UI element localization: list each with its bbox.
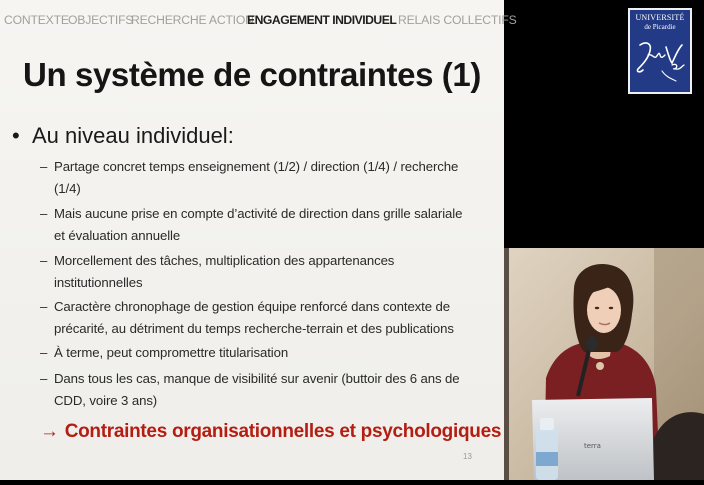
dash-marker: – xyxy=(40,299,48,314)
bullet-dot: • xyxy=(12,123,20,148)
sub-bullet-line: précarité, au détriment du temps recherche-terrain et des publications xyxy=(54,321,454,336)
microphone-head xyxy=(586,336,598,352)
conclusion-text: Contraintes organisationnelles et psychologiques xyxy=(64,421,502,442)
speaker-camera-feed xyxy=(504,248,704,480)
slide-title: Un système de contraintes (1) xyxy=(23,56,481,93)
nav-item-recherche-action: RECHERCHE ACTION xyxy=(131,13,254,27)
sub-bullet-line: CDD, voire 3 ans) xyxy=(54,393,158,408)
nav-item-contexte: CONTEXTE xyxy=(4,13,69,27)
dash-marker: – xyxy=(40,345,48,360)
university-logo xyxy=(628,8,692,94)
left-edge-shadow xyxy=(504,248,509,480)
main-bullet xyxy=(12,123,234,149)
sub-bullet-line: Morcellement des tâches, multiplication des appartenances xyxy=(54,253,395,268)
slide-page-number: 13 xyxy=(463,452,472,461)
dash-marker: – xyxy=(40,206,48,221)
nav-item-relais-collectifs: RELAIS COLLECTIFS xyxy=(398,13,517,27)
speaker-video-image xyxy=(504,248,704,480)
slide-section-nav xyxy=(0,10,517,32)
sub-bullet-item xyxy=(40,203,468,247)
water-bottle-cap xyxy=(540,418,554,430)
nav-item-objectifs: OBJECTIFS xyxy=(68,13,134,27)
water-bottle-label xyxy=(536,452,558,466)
sub-bullet-line: Mais aucune prise en compte d’activité de direction dans grille salariale xyxy=(54,206,463,221)
main-bullet-text: Au niveau individuel: xyxy=(32,123,234,148)
sub-bullet-line: À terme, peut compromettre titularisation xyxy=(54,345,289,360)
sub-bullet-item xyxy=(40,368,468,412)
jules-verne-signature-icon xyxy=(632,35,688,85)
nav-item-engagement-individuel: ENGAGEMENT INDIVIDUEL xyxy=(247,13,397,27)
dash-marker: – xyxy=(40,371,48,386)
sub-bullet-line: (1/4) xyxy=(54,181,81,196)
speaker-eye-left xyxy=(595,307,599,309)
dash-marker: – xyxy=(40,159,48,174)
sub-bullet-item xyxy=(40,342,468,364)
sub-bullet-item xyxy=(40,250,468,294)
sub-bullet-line: et évaluation annuelle xyxy=(54,228,181,243)
sub-bullet-item xyxy=(40,156,468,200)
speaker-necklace xyxy=(596,362,604,370)
arrow-right-icon: → xyxy=(40,421,59,442)
sub-bullet-line: Partage concret temps enseignement (1/2) / direction (1/4) / recherche xyxy=(54,159,459,174)
logo-panel xyxy=(630,10,690,92)
sub-bullet-line: Caractère chronophage de gestion équipe renforcé dans contexte de xyxy=(54,299,450,314)
sub-bullet-item xyxy=(40,296,468,340)
speaker-face xyxy=(587,287,621,333)
laptop-label: terra xyxy=(584,442,601,450)
logo-picardie-text: de Picardie xyxy=(644,23,676,31)
speaker-eye-right xyxy=(609,307,613,309)
slide-conclusion xyxy=(40,421,501,443)
dash-marker: – xyxy=(40,253,48,268)
sub-bullet-line: Dans tous les cas, manque de visibilité sur avenir (buttoir des 6 ans de xyxy=(54,371,460,386)
logo-university-text: UNIVERSITÉ xyxy=(635,13,685,22)
sub-bullet-line: institutionnelles xyxy=(54,275,143,290)
